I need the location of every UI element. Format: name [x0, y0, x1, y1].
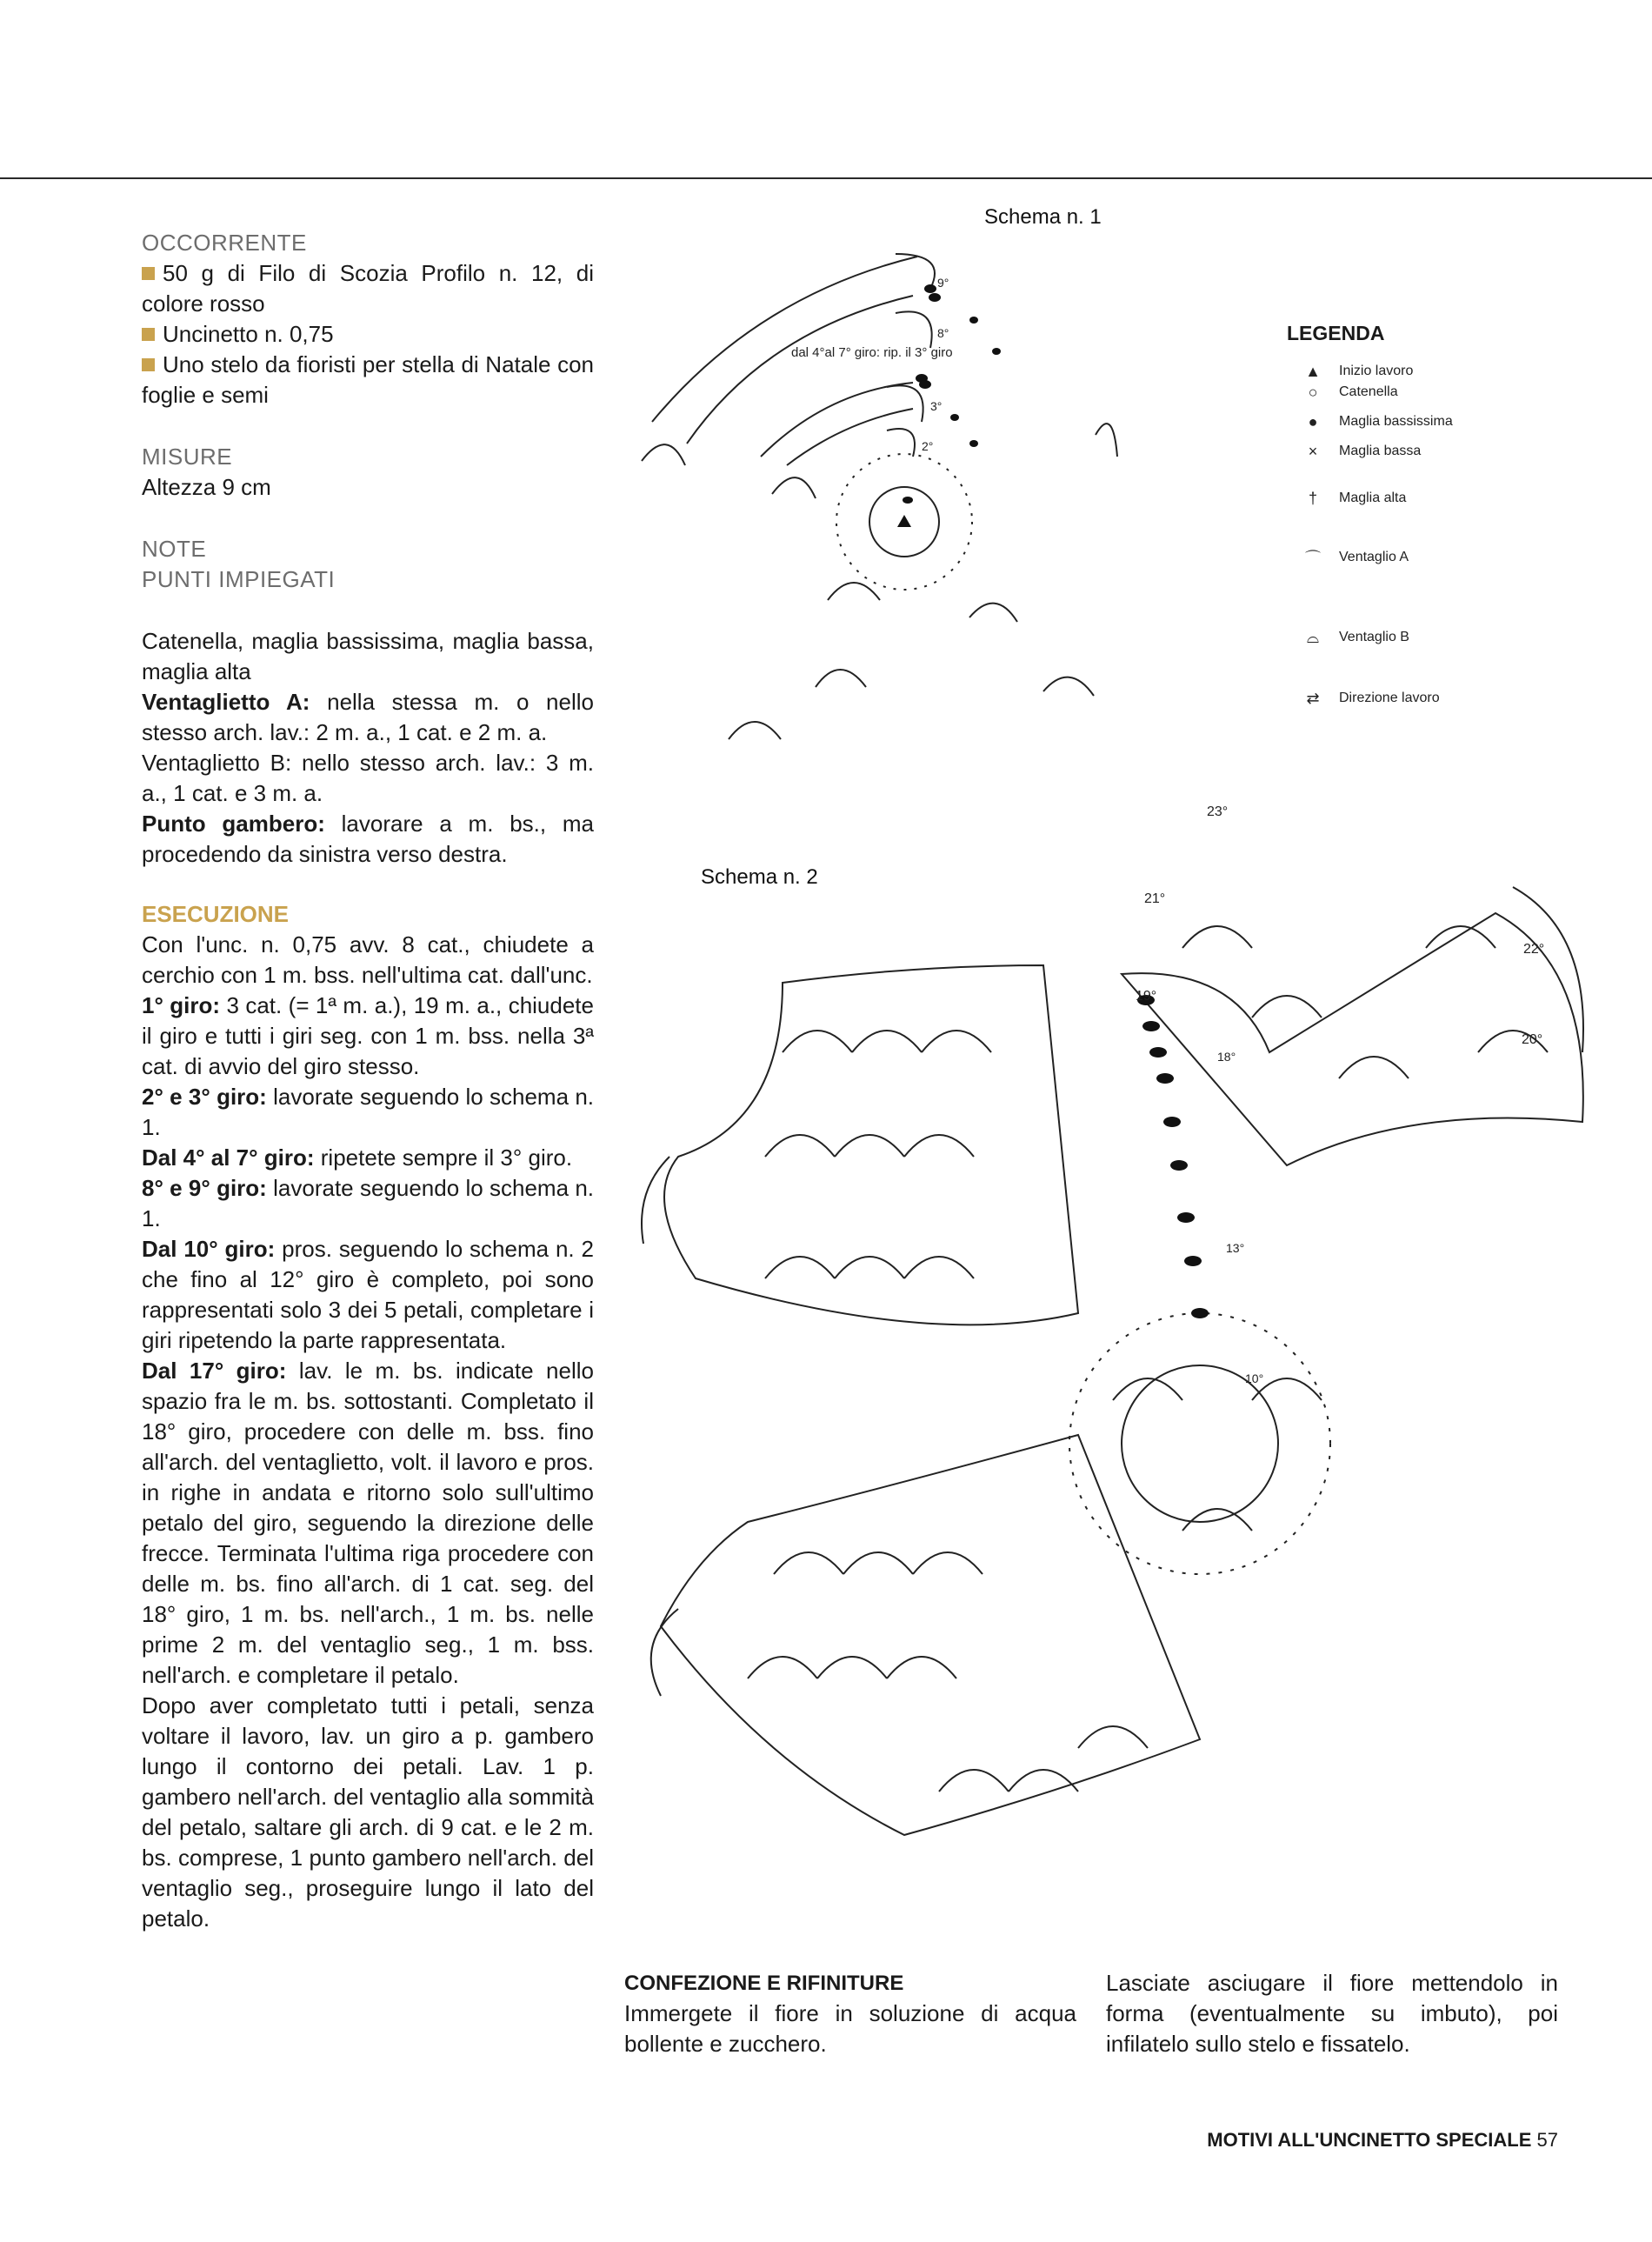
- punto-gambero-label: Punto gambero:: [142, 811, 325, 837]
- direction-arrow: [642, 1157, 669, 1244]
- material-item: [142, 258, 594, 319]
- legend-title: LEGENDA: [1287, 322, 1385, 344]
- giro-17-label: Dal 17° giro:: [142, 1358, 287, 1384]
- esecuzione-intro: Con l'unc. n. 0,75 avv. 8 cat., chiudete a cerchio con 1 m. bss. nell'ultima cat. dall'unc.: [142, 931, 594, 988]
- giro-1-label: 1° giro:: [142, 992, 221, 1018]
- legend-item: [1287, 488, 1574, 509]
- direction-arrow: [651, 1609, 678, 1696]
- confezione-block: [624, 1968, 1076, 2059]
- ventaglietto-a-text: nella stessa m. o nello stesso arch. lav.: 2 m. a., 1 cat. e 2 m. a.: [142, 689, 594, 745]
- esecuzione-heading: ESECUZIONE: [142, 901, 290, 927]
- confezione-heading: CONFEZIONE E RIFINITURE: [624, 1972, 904, 1995]
- bullet-square-icon: [142, 267, 155, 280]
- start-marker-icon: [897, 515, 911, 527]
- direction-arrow: [761, 383, 913, 457]
- fan: [1043, 677, 1094, 696]
- material-item: [142, 350, 594, 410]
- material-text: Uncinetto n. 0,75: [163, 321, 334, 347]
- schema-2-title: Schema n. 2: [701, 865, 818, 889]
- giro-1: [142, 991, 594, 1082]
- giro-10-label: Dal 10° giro:: [142, 1236, 276, 1262]
- legend: [1287, 322, 1574, 709]
- double-crochet-icon: †: [1308, 489, 1317, 507]
- legend-label: Maglia bassissima: [1339, 414, 1453, 429]
- bullet-square-icon: [142, 358, 155, 371]
- fan-top: [896, 254, 935, 289]
- round-label: 19°: [1136, 989, 1157, 1004]
- legend-item: [1287, 441, 1574, 462]
- schema-1-diagram: [626, 235, 1269, 757]
- petal-upper-right: [1122, 913, 1583, 1165]
- giro-4-7: [142, 1143, 594, 1173]
- confezione-text-right: Lasciate asciugare il fiore mettendolo in forma (eventualmente su imbuto), poi infilatelo sullo stelo e fissatelo.: [1106, 1970, 1558, 2057]
- spacer: [142, 595, 594, 626]
- petal-upper-left: [664, 965, 1078, 1325]
- repeat-note: dal 4°al 7° giro: rip. il 3° giro: [791, 345, 953, 360]
- round-label: 9°: [937, 276, 949, 290]
- fan-b-icon: ⌓: [1306, 628, 1320, 646]
- round-label: 3°: [930, 399, 943, 413]
- giro-2-3: [142, 1082, 594, 1143]
- magazine-title: MOTIVI ALL'UNCINETTO SPECIALE: [1207, 2129, 1532, 2151]
- legend-label: Inizio lavoro: [1339, 364, 1414, 378]
- single-crochet-icon: ×: [1308, 442, 1318, 460]
- fan: [772, 477, 816, 498]
- fan-a-icon: ⌒: [1305, 550, 1321, 567]
- giro-10-text: pros. seguendo lo schema n. 2 che fino al 12° giro è completo, poi sono rappresentati solo 3 dei 5 petali, completare i giri ripetendo la parte rappresentata.: [142, 1236, 594, 1353]
- ventaglietto-b: Ventaglietto B: nello stesso arch. lav.: 3 m. a., 1 cat. e 3 m. a.: [142, 750, 594, 806]
- legend-label: Maglia alta: [1339, 490, 1407, 505]
- outer-ring: [1069, 1313, 1330, 1574]
- spacer: [142, 870, 594, 899]
- giro-10: [142, 1234, 594, 1356]
- giro-4-7-label: Dal 4° al 7° giro:: [142, 1144, 315, 1171]
- punto-gambero: [142, 809, 594, 870]
- punto-gambero-text: lavorare a m. bs., ma procedendo da sinistra verso destra.: [142, 811, 594, 867]
- punti-heading: PUNTI IMPIEGATI: [142, 566, 336, 592]
- misure-value: Altezza 9 cm: [142, 474, 271, 500]
- round-label: 21°: [1144, 891, 1166, 906]
- punti-text: Catenella, maglia bassissima, maglia bassa, maglia alta: [142, 628, 594, 684]
- fan: [729, 722, 781, 739]
- legend-item: [1287, 361, 1574, 382]
- page-number: 57: [1536, 2129, 1558, 2151]
- material-text: Uno stelo da fioristi per stella di Natale con foglie e semi: [142, 351, 594, 408]
- petal-lower-left: [661, 1435, 1200, 1835]
- round-label: 18°: [1217, 1050, 1236, 1064]
- giro-17-text: lav. le m. bs. indicate nello spazio fra le m. bs. sottostanti. Completato il 18° giro, procedere con delle m. bss. fino all'arch. del ventaglietto, volt. il lavoro e pros. in righe in andata e ritorno solo sull'ultimo petalo del giro, seguendo la direzione delle frecce. Terminata l'ultima riga procedere con delle m. bs. fino all'arch. di 1 cat. seg. del 18° giro, 1 m. bs. nell'arch., 1 m. bs. nelle prime 2 m. del ventaglio seg., 1 m. bss. nell'arch. e completare il petalo.: [142, 1358, 594, 1688]
- confezione-right: [1106, 1968, 1558, 2059]
- round-label: 8°: [937, 326, 949, 340]
- legend-item: [1287, 411, 1574, 432]
- round-label: 10°: [1245, 1371, 1264, 1385]
- direction-arrow: [787, 409, 913, 465]
- round-label: 23°: [1207, 804, 1229, 819]
- legend-label: Direzione lavoro: [1339, 691, 1440, 705]
- legend-item: [1287, 547, 1574, 568]
- direction-arrow: [1513, 887, 1583, 1052]
- top-rule: [0, 177, 1652, 179]
- center-ring: [1122, 1365, 1278, 1522]
- round-label: 20°: [1522, 1032, 1543, 1047]
- slip-stitch-icon: ●: [1308, 412, 1318, 430]
- giro-2-3-label: 2° e 3° giro:: [142, 1084, 267, 1110]
- legend-label: Ventaglio B: [1339, 630, 1409, 644]
- direction-arrow: [652, 257, 917, 422]
- fan: [642, 444, 685, 465]
- fan-top: [887, 429, 915, 457]
- legend-item: [1287, 382, 1574, 403]
- misure-heading: MISURE: [142, 444, 233, 470]
- legend-label: Maglia bassa: [1339, 444, 1422, 458]
- ventaglietto-a: [142, 687, 594, 748]
- giro-4-7-text: ripetete sempre il 3° giro.: [314, 1144, 573, 1171]
- note-heading: NOTE: [142, 536, 207, 562]
- bullet-square-icon: [142, 328, 155, 341]
- fan: [816, 670, 866, 687]
- confezione-text: Immergete il fiore in soluzione di acqua bollente e zucchero.: [624, 2000, 1076, 2057]
- fan: [969, 604, 1017, 622]
- direction-arrow: [687, 296, 913, 444]
- material-text: 50 g di Filo di Scozia Profilo n. 12, di colore rosso: [142, 260, 594, 317]
- occorrente-heading: OCCORRENTE: [142, 230, 307, 256]
- final-text: Dopo aver completato tutti i petali, senza voltare il lavoro, lav. un giro a p. gambero lungo il contorno dei petali. Lav. 1 p. gambero nell'arch. del ventaglio alla sommità del petalo, saltare gli arch. di 9 cat. e le 2 m. bs. comprese, 1 punto gambero nell'arch. del ventaglio seg., proseguire lungo il lato del petalo.: [142, 1692, 594, 1932]
- chain-icon: ○: [1308, 383, 1318, 401]
- fan-top: [896, 311, 932, 348]
- fan-top: [887, 385, 923, 422]
- legend-item: [1287, 627, 1574, 648]
- page-footer: [1207, 2129, 1558, 2152]
- legend-item: [1287, 688, 1574, 709]
- direction-icon: ⇄: [1306, 689, 1320, 707]
- giro-1-text: 3 cat. (= 1ª m. a.), 19 m. a., chiudete il giro e tutti i giri seg. con 1 m. bss. nella 3ª cat. di avvio del giro stesso.: [142, 992, 594, 1079]
- material-item: [142, 319, 594, 350]
- left-column: [142, 228, 594, 1934]
- start-icon: ▲: [1305, 362, 1321, 380]
- round-label: 13°: [1226, 1241, 1245, 1255]
- fan: [1096, 424, 1117, 457]
- round-label: 22°: [1523, 942, 1545, 957]
- ventaglietto-a-label: Ventaglietto A:: [142, 689, 310, 715]
- giro-8-9-label: 8° e 9° giro:: [142, 1175, 267, 1201]
- round-label: 2°: [922, 439, 934, 453]
- spacer: [142, 410, 594, 442]
- schema-1-title: Schema n. 1: [984, 205, 1102, 229]
- giro-17: [142, 1356, 594, 1691]
- giro-8-9-text: lavorate seguendo lo schema n. 1.: [142, 1175, 595, 1231]
- legend-label: Catenella: [1339, 384, 1398, 399]
- fan: [828, 583, 880, 600]
- legend-label: Ventaglio A: [1339, 550, 1409, 564]
- giro-2-3-text: lavorate seguendo lo schema n. 1.: [142, 1084, 595, 1140]
- giro-8-9: [142, 1173, 594, 1234]
- spacer: [142, 503, 594, 534]
- schema-2-diagram: [626, 791, 1591, 1905]
